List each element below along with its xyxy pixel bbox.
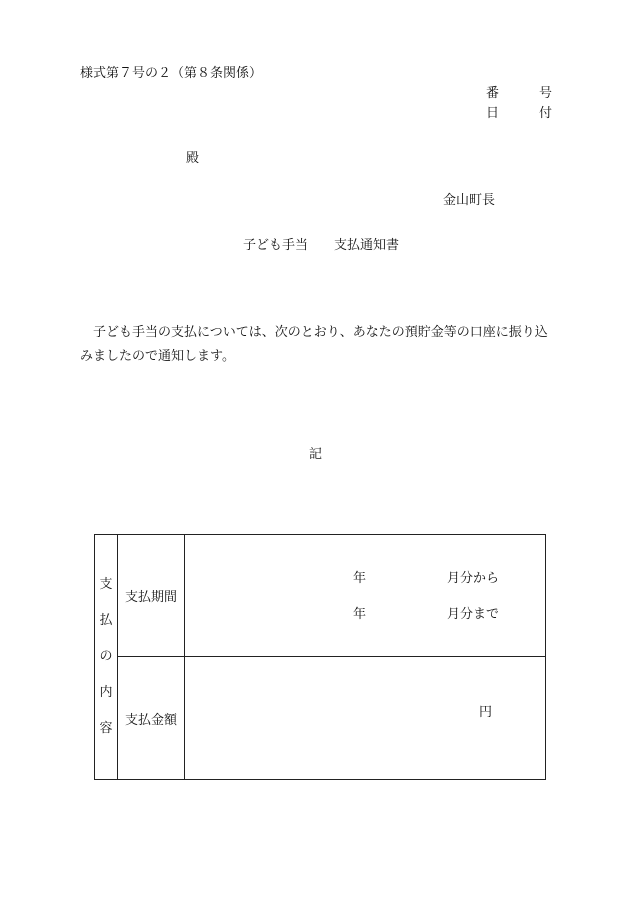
period-start-month-unit: 月分から bbox=[447, 571, 500, 586]
date-label bbox=[486, 106, 552, 122]
recipient-honorific: 殿 bbox=[186, 151, 200, 166]
payment-period-field bbox=[185, 535, 546, 657]
payment-period-label: 支払期間 bbox=[118, 535, 185, 657]
ki-heading: 記 bbox=[309, 447, 323, 462]
issuer-name: 金山町長 bbox=[443, 193, 496, 208]
form-identifier: 様式第７号の２（第８条関係） bbox=[80, 66, 263, 81]
payment-amount-label: 支払金額 bbox=[118, 657, 185, 780]
date-label-char: 日 bbox=[486, 106, 500, 121]
document-title bbox=[243, 238, 399, 254]
payment-amount-field bbox=[185, 657, 546, 780]
vertical-label-char: 容 bbox=[99, 721, 113, 736]
vertical-label-char: の bbox=[99, 649, 113, 664]
period-end-year-unit: 年 bbox=[353, 607, 367, 622]
title-part: 支払通知書 bbox=[334, 238, 400, 253]
payment-content-vertical-label bbox=[95, 535, 118, 780]
number-label-char: 号 bbox=[539, 86, 553, 101]
period-end-month-unit: 月分まで bbox=[447, 607, 500, 622]
vertical-label-char: 内 bbox=[99, 685, 113, 700]
vertical-label-char: 支 bbox=[99, 577, 113, 592]
number-label-char: 番 bbox=[486, 86, 500, 101]
date-label-char: 付 bbox=[539, 106, 553, 121]
vertical-label-char: 払 bbox=[99, 613, 113, 628]
title-part: 子ども手当 bbox=[243, 238, 309, 253]
number-label bbox=[486, 86, 552, 102]
notice-body: 子ども手当の支払については、次のとおり、あなたの預貯金等の口座に振り込みましたので通知します。 bbox=[80, 325, 548, 364]
amount-unit: 円 bbox=[479, 705, 493, 720]
period-start-year-unit: 年 bbox=[353, 571, 367, 586]
payment-details-table bbox=[94, 534, 546, 780]
